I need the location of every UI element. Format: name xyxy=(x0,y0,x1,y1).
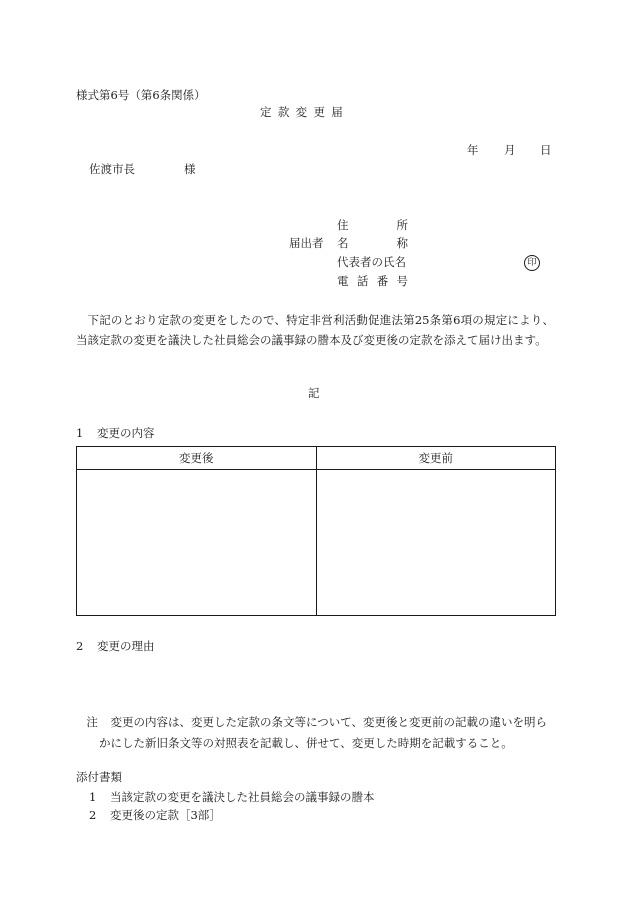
attachment-text: 当該定款の変更を議決した社員総会の議事録の謄本 xyxy=(109,790,375,804)
table-row xyxy=(77,470,556,616)
note-body xyxy=(76,712,554,754)
attachment-item xyxy=(89,807,221,823)
addressee-honorific: 様 xyxy=(184,162,196,176)
section-2-number: 2 xyxy=(76,639,84,653)
section-1-heading xyxy=(76,425,154,441)
applicant-label: 届出者 xyxy=(289,236,324,250)
attachments-heading: 添付書類 xyxy=(76,770,122,784)
applicant-name-label: 名称 xyxy=(337,236,408,250)
body-paragraph: 下記のとおり定款の変更をしたので、特定非営利活動促進法第25条第6項の規定により、当該定款の変更を議決した社員総会の議事録の謄本及び変更後の定款を添えて届け出ます。 xyxy=(76,313,554,347)
column-header-before: 変更前 xyxy=(316,447,556,470)
attachment-text: 変更後の定款［3部］ xyxy=(109,808,221,822)
before-content-cell[interactable] xyxy=(316,470,556,616)
attachment-number: 2 xyxy=(89,808,97,822)
column-header-after: 変更後 xyxy=(77,447,317,470)
applicant-representative-label: 代表者の氏名 xyxy=(337,255,406,269)
applicant-address-label: 住所 xyxy=(337,218,408,232)
date-month-label: 月 xyxy=(504,143,516,157)
form-reference: 様式第6号（第6条関係） xyxy=(76,88,206,102)
section-2-title: 変更の理由 xyxy=(96,639,155,653)
date-day-label: 日 xyxy=(540,143,552,157)
note-block xyxy=(76,712,554,754)
section-1-title: 変更の内容 xyxy=(96,426,155,440)
change-reason-field[interactable] xyxy=(76,660,554,700)
applicant-phone-label: 電話番号 xyxy=(337,274,408,288)
addressee-name: 佐渡市長 xyxy=(89,162,135,176)
after-content-cell[interactable] xyxy=(77,470,317,616)
form-title: 定款変更届 xyxy=(260,105,350,119)
seal-mark: 印 xyxy=(524,255,540,271)
attachment-item xyxy=(89,789,374,805)
date-year-label: 年 xyxy=(467,143,479,157)
note-text: 変更の内容は、変更した定款の条文等について、変更後と変更前の記載の違いを明らかにした新旧条文等の対照表を記載し、併せて、変更した時期を記載すること。 xyxy=(99,715,548,750)
table-header-row xyxy=(77,447,556,470)
attachment-number: 1 xyxy=(89,790,97,804)
ki-heading: 記 xyxy=(308,386,320,400)
section-2-heading xyxy=(76,638,154,654)
note-label: 注 xyxy=(86,715,98,729)
change-comparison-table xyxy=(76,446,556,616)
section-1-number: 1 xyxy=(76,426,84,440)
